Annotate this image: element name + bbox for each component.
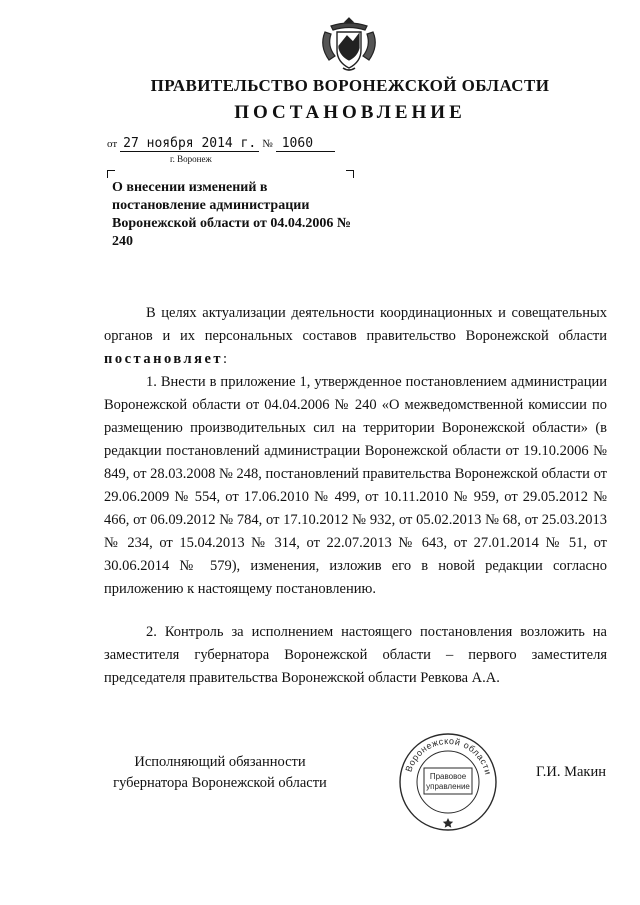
date-prefix: от xyxy=(107,138,118,150)
clause-1-text: 1. Внести в приложение 1, утвержденное постановлением администрации Воронежской области от 04.04.2006 № 240 «О межведомственной комиссии по размещению производительных сил на территории Воронежской области» (в редакции постановлений администрации Воронежской области от 19.10.2006 № 849, от 28.03.2008 № 248, постановлений правительства Воронежской области от 29.06.2009 № 554, от 17.06.2010 № 499, от 10.11.2010 № 959, от 29.05.2012 № 466, от 06.09.2012 № 784, от 17.10.2012 № 932, от 05.02.2013 № 68, от 25.03.2013 № 234, от 15.04.2013 № 314, от 22.07.2013 № 643, от 27.01.2014 № 51, от 30.06.2014 № 579), изменения, изложив его в новой редакции согласно приложению к настоящему постановлению. xyxy=(104,374,607,597)
stamp-center-line-2: управление xyxy=(426,782,470,791)
government-title: ПРАВИТЕЛЬСТВО ВОРОНЕЖСКОЙ ОБЛАСТИ xyxy=(150,76,550,95)
clause-2-paragraph xyxy=(104,621,607,690)
signatory-line-1: Исполняющий обязанности xyxy=(134,754,306,770)
svg-text:Воронежской области xyxy=(404,736,494,776)
clause-2-text: 2. Контроль за исполнением настоящего постановления возложить на заместителя губернатора Воронежской области – первого заместителя председателя правительства Воронежской области Ревкова А.А. xyxy=(104,624,607,686)
document-type-title: ПОСТАНОВЛЕНИЕ xyxy=(234,102,466,123)
document-date: 27 ноября 2014 г. xyxy=(120,136,259,152)
signatory-line-2: губернатора Воронежской области xyxy=(113,775,327,791)
stamp-star-icon xyxy=(443,818,453,828)
stamp-center-line-1: Правовое xyxy=(429,772,467,781)
clause-1-paragraph xyxy=(104,371,607,601)
corner-bracket-left xyxy=(107,170,115,178)
corner-bracket-right xyxy=(346,170,354,178)
city-label: г. Воронеж xyxy=(170,154,212,164)
stamp-ring-text: Воронежской области xyxy=(403,735,494,777)
preamble-paragraph xyxy=(104,302,607,371)
coat-of-arms-icon xyxy=(317,12,381,76)
preamble-end: : xyxy=(223,351,228,367)
signatory-name: Г.И. Макин xyxy=(536,764,606,780)
preamble-text: В целях актуализации деятельности координационных и совещательных органов и их персональных составов правительство Воронежской области xyxy=(104,305,607,344)
document-subject: О внесении изменений в постановление администрации Воронежской области от 04.04.2006 № 240 xyxy=(112,180,351,249)
resolves-verb: постановляет xyxy=(104,351,224,367)
document-number: 1060 xyxy=(276,136,335,152)
number-prefix: № xyxy=(262,138,273,150)
date-number-line xyxy=(107,136,335,151)
signatory-title xyxy=(100,752,340,794)
approval-stamp xyxy=(396,730,500,834)
